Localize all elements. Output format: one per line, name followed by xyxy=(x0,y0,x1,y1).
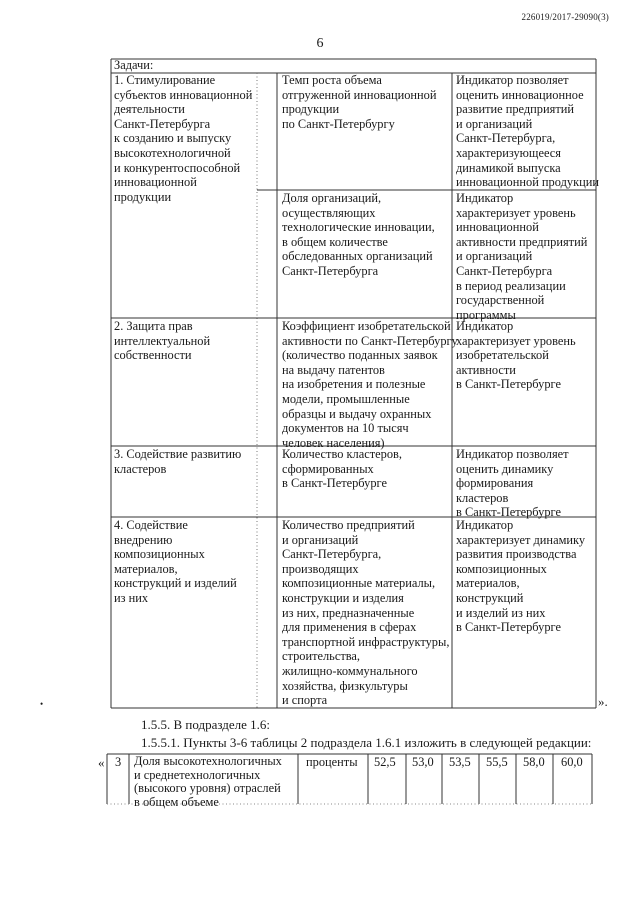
task-cell-3: 3. Содействие развитию кластеров xyxy=(114,447,242,476)
document-number: 226019/2017-29090(3) xyxy=(521,12,609,22)
table1-heading: Задачи: xyxy=(114,58,154,72)
description-cell-1b: Индикатор характеризует уровень инновационной активности предприятий и организаций Санкт-Петербурга в период реализации государственной программы xyxy=(456,191,588,322)
task-cell-1: 1. Стимулирование субъектов инновационной деятельности Санкт-Петербурга к созданию и выпуску высокотехнологичной и конкурентоспособной инновационной продукции xyxy=(114,73,253,204)
table2-value-2: 53,0 xyxy=(412,755,434,769)
table2-row-number: 3 xyxy=(115,755,122,769)
table2-value-6: 60,0 xyxy=(561,755,583,769)
description-cell-2: Индикатор характеризует уровень изобретательской активности в Санкт-Петербурге xyxy=(456,319,576,392)
table2-row-unit: проценты xyxy=(306,755,358,769)
description-cell-1a: Индикатор позволяет оценить инновационное развитие предприятий и организаций Санкт-Петербурга, характеризующееся динамикой выпуска инновационной продукции xyxy=(456,73,599,190)
description-cell-4: Индикатор характеризует динамику развития производства композиционных материалов, конструкций и изделий из них в Санкт-Петербурге xyxy=(456,518,586,635)
table2-value-1: 52,5 xyxy=(374,755,396,769)
indicator-cell-1b: Доля организаций, осуществляющих технологические инновации, в общем количестве обследованных организаций Санкт-Петербурга xyxy=(282,191,435,278)
margin-tick: • xyxy=(40,699,44,709)
indicator-cell-4: Количество предприятий и организаций Санкт-Петербурга, производящих композиционные материалы, конструкции и изделия из них, предназначенные для применения в сферах транспортной инфраструктуры, строительства, жилищно-коммунального хозяйства, физкультуры и спорта xyxy=(282,518,450,708)
task-cell-2: 2. Защита прав интеллектуальной собственности xyxy=(114,319,211,363)
paragraph-1-5-5-1: 1.5.5.1. Пункты 3-6 таблицы 2 подраздела 1.6.1 изложить в следующей редакции: xyxy=(141,735,592,750)
closing-quote: ». xyxy=(598,694,608,709)
open-quote: « xyxy=(98,755,105,770)
table2-row-name: Доля высокотехнологичных и среднетехнологичных (высокого уровня) отраслей в общем объеме xyxy=(134,754,282,809)
description-cell-3: Индикатор позволяет оценить динамику формирования кластеров в Санкт-Петербурге xyxy=(456,447,569,520)
paragraph-1-5-5: 1.5.5. В подразделе 1.6: xyxy=(141,717,271,732)
table2-value-5: 58,0 xyxy=(523,755,545,769)
page-number: 6 xyxy=(316,36,324,51)
task-cell-4: 4. Содействие внедрению композиционных материалов, конструкций и изделий из них xyxy=(114,518,237,605)
indicator-cell-1a: Темп роста объема отгруженной инновационной продукции по Санкт-Петербургу xyxy=(282,73,437,131)
table2-value-4: 55,5 xyxy=(486,755,508,769)
indicator-cell-3: Количество кластеров, сформированных в Санкт-Петербурге xyxy=(282,447,402,491)
table2-value-3: 53,5 xyxy=(449,755,471,769)
indicator-cell-2: Коэффициент изобретательской активности по Санкт-Петербургу (количество поданных заявок на выдачу патентов на изобретения и полезные модели, промышленные образцы и выдачу охранных документов на 10 тысяч человек населения) xyxy=(282,319,458,450)
